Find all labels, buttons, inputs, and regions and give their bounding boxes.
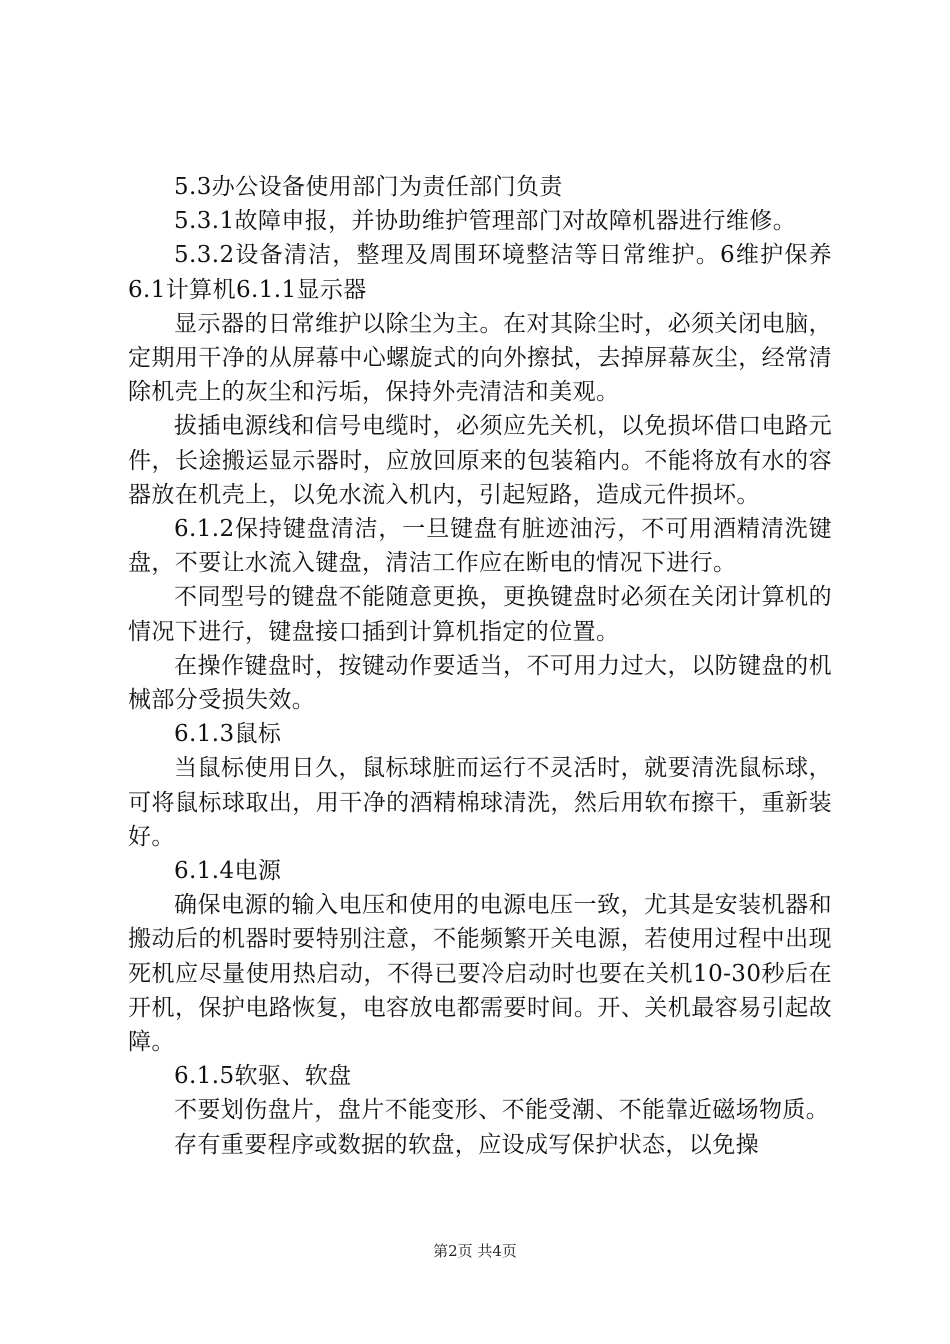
paragraph: 不同型号的键盘不能随意更换，更换键盘时必须在关闭计算机的情况下进行，键盘接口插到计算机指定的位置。 <box>128 584 832 645</box>
paragraph: 5.3办公设备使用部门为责任部门负责 <box>174 174 563 200</box>
document-body <box>128 170 832 1162</box>
section-heading: 6.1.4电源 <box>174 858 282 885</box>
paragraph: 在操作键盘时，按键动作要适当，不可用力过大，以防键盘的机械部分受损失效。 <box>128 652 832 714</box>
paragraph: 6.1.2保持键盘清洁，一旦键盘有脏迹油污，不可用酒精清洗键盘，不要让水流入键盘，清洁工作应在断电的情况下进行。 <box>128 516 832 577</box>
paragraph: 5.3.1故障申报，并协助维护管理部门对故障机器进行维修。 <box>174 208 797 235</box>
paragraph: 存有重要程序或数据的软盘，应设成写保护状态，以免操 <box>174 1131 759 1158</box>
paragraph: 不要划伤盘片，盘片不能变形、不能受潮、不能靠近磁场物质。 <box>174 1097 830 1124</box>
section-heading: 6.1.3鼠标 <box>174 721 282 748</box>
paragraph: 拔插电源线和信号电缆时，必须应先关机，以免损坏借口电路元件，长途搬运显示器时，应放回原来的包装箱内。不能将放有水的容器放在机壳上，以免水流入机内，引起短路，造成元件损坏。 <box>128 413 832 508</box>
paragraph: 当鼠标使用日久，鼠标球脏而运行不灵活时，就要清洗鼠标球，可将鼠标球取出，用干净的酒精棉球清洗，然后用软布擦干，重新装好。 <box>128 755 832 850</box>
paragraph: 5.3.2设备清洁，整理及周围环境整洁等日常维护。6维护保养6.1计算机6.1.1显示器 <box>128 242 832 303</box>
paragraph: 显示器的日常维护以除尘为主。在对其除尘时，必须关闭电脑，定期用干净的从屏幕中心螺旋式的向外擦拭，去掉屏幕灰尘，经常清除机壳上的灰尘和污垢，保持外壳清洁和美观。 <box>128 310 832 406</box>
paragraph: 确保电源的输入电压和使用的电源电压一致，尤其是安装机器和搬动后的机器时要特别注意，不能频繁开关电源，若使用过程中出现死机应尽量使用热启动，不得已要冷启动时也要在关机10-30秒后在开机，保护电路恢复，电容放电都需要时间。开、关机最容易引起故障。 <box>128 892 832 1056</box>
page-number: 第2页 共4页 <box>433 1242 517 1260</box>
section-heading: 6.1.5软驱、软盘 <box>174 1063 352 1090</box>
page-footer <box>0 1240 950 1261</box>
